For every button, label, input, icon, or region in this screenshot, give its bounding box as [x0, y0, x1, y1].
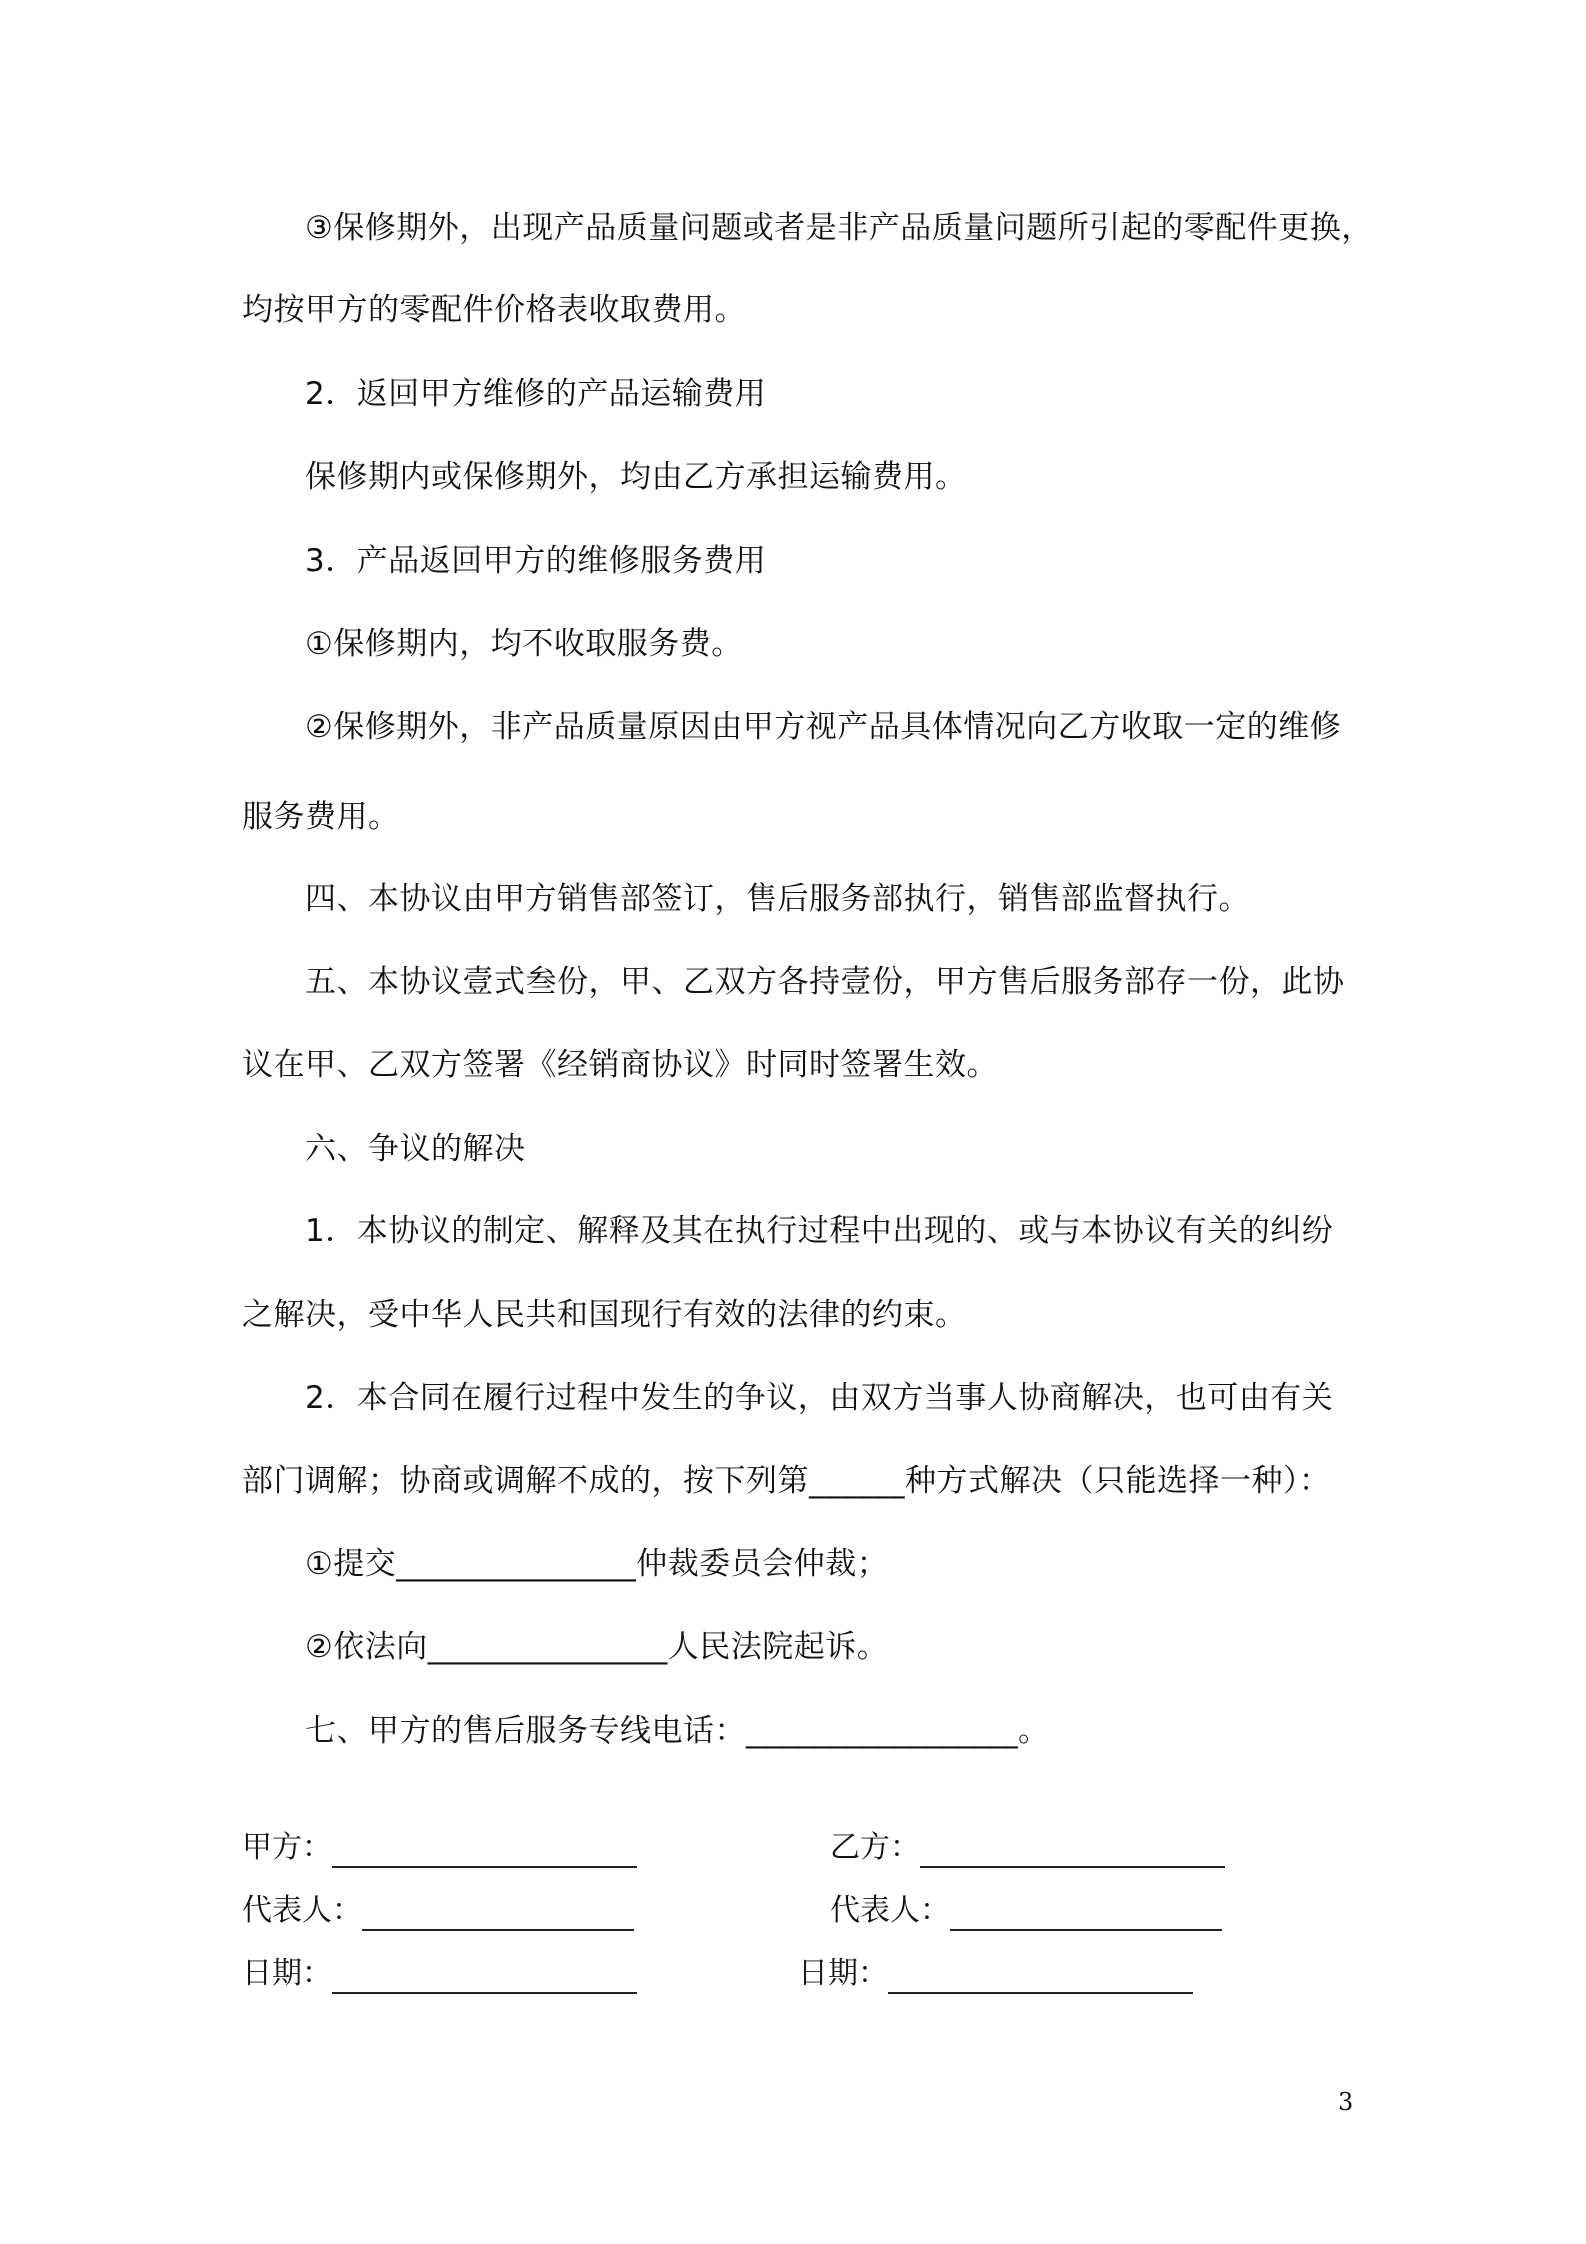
date-a-signature	[242, 1954, 637, 1994]
party-a-label: 甲方：	[242, 1830, 332, 1865]
clause-six-heading: 六、争议的解决	[305, 1131, 526, 1167]
clause-seven-hotline: 七、甲方的售后服务专线电话：_________________。	[305, 1713, 1050, 1749]
option-arbitration: ①提交_______________仲裁委员会仲裁；	[305, 1546, 889, 1582]
party-a-signature	[242, 1828, 637, 1868]
option-court: ②依法向_______________人民法院起诉。	[305, 1629, 889, 1665]
date-b-label: 日期：	[798, 1956, 888, 1991]
clause-five-line1: 五、本协议壹式叁份，甲、乙双方各持壹份，甲方售后服务部存一份，此协	[305, 964, 1345, 1000]
page-number: 3	[1338, 2088, 1354, 2116]
clause-four: 四、本协议由甲方销售部签订，售后服务部执行，销售部监督执行。	[305, 881, 1250, 917]
date-b-signature	[798, 1954, 1193, 1994]
rep-b-label: 代表人：	[830, 1893, 950, 1928]
date-a-label: 日期：	[242, 1956, 332, 1991]
clause-six-item1-line2: 之解决，受中华人民共和国现行有效的法律的约束。	[242, 1297, 967, 1333]
rep-a-signature	[242, 1891, 634, 1931]
date-a-sign-line	[332, 1962, 637, 1994]
party-b-signature	[830, 1828, 1225, 1868]
clause-six-item2-line1: 2．本合同在履行过程中发生的争议，由双方当事人协商解决，也可由有关	[305, 1380, 1334, 1416]
party-a-sign-line	[332, 1836, 637, 1868]
paragraph-warranty-inside-service: ①保修期内，均不收取服务费。	[305, 626, 743, 662]
heading-transport-fees: 2．返回甲方维修的产品运输费用	[305, 376, 767, 412]
clause-six-item1-line1: 1．本协议的制定、解释及其在执行过程中出现的、或与本协议有关的纠纷	[305, 1213, 1334, 1249]
paragraph-warranty-outside-service-line1: ②保修期外，非产品质量原因由甲方视产品具体情况向乙方收取一定的维修	[305, 709, 1342, 745]
paragraph-warranty-outside-parts-line2: 均按甲方的零配件价格表收取费用。	[242, 292, 746, 328]
party-b-label: 乙方：	[830, 1830, 920, 1865]
paragraph-warranty-outside-parts-line1: ③保修期外，出现产品质量问题或者是非产品质量问题所引起的零配件更换，	[305, 210, 1373, 246]
date-b-sign-line	[888, 1962, 1193, 1994]
paragraph-transport-fees: 保修期内或保修期外，均由乙方承担运输费用。	[305, 459, 967, 495]
party-b-sign-line	[920, 1836, 1225, 1868]
rep-a-label: 代表人：	[242, 1893, 362, 1928]
clause-five-line2: 议在甲、乙双方签署《经销商协议》时同时签署生效。	[242, 1047, 998, 1083]
clause-six-item2-line2: 部门调解；协商或调解不成的，按下列第______种方式解决（只能选择一种）：	[242, 1463, 1331, 1499]
heading-repair-service-fees: 3．产品返回甲方的维修服务费用	[305, 543, 767, 579]
rep-b-sign-line	[950, 1899, 1222, 1931]
rep-b-signature	[830, 1891, 1222, 1931]
rep-a-sign-line	[362, 1899, 634, 1931]
paragraph-warranty-outside-service-line2: 服务费用。	[242, 799, 400, 835]
